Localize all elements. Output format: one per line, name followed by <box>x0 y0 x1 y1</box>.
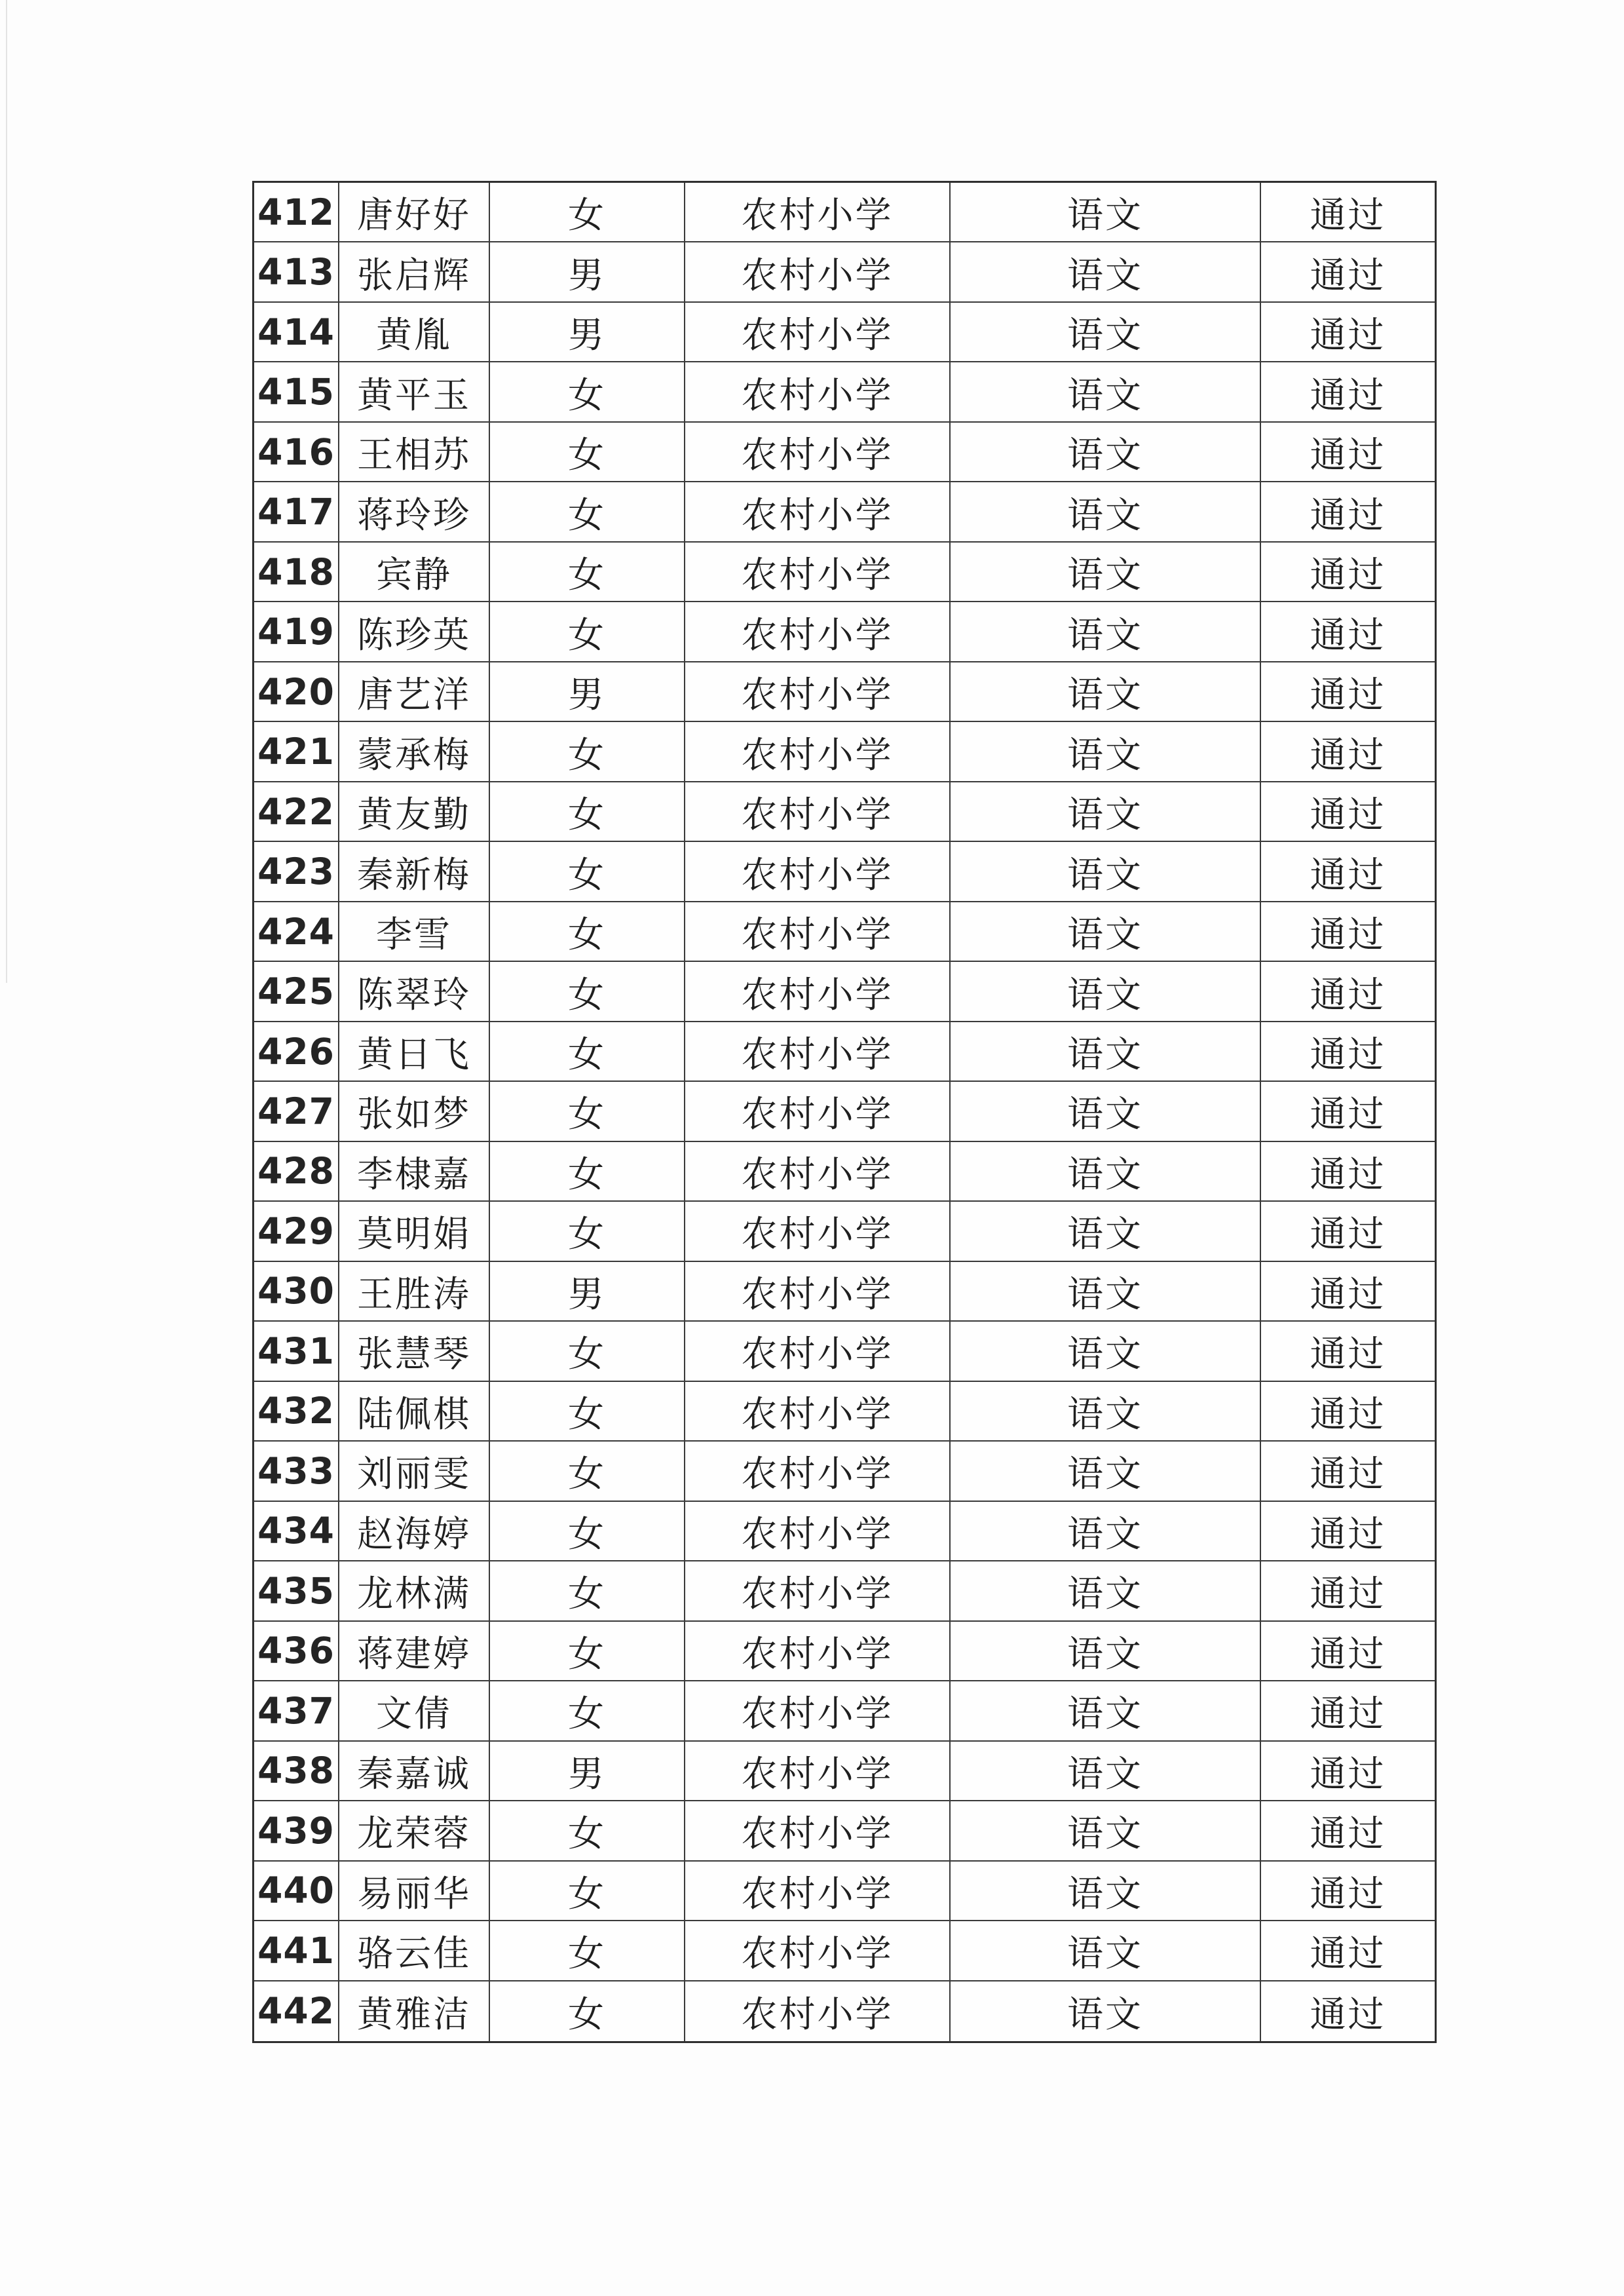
cell-number: 423 <box>254 842 339 900</box>
cell-name: 黄日飞 <box>339 1022 490 1081</box>
cell-subject: 语文 <box>951 1202 1261 1260</box>
cell-number: 427 <box>254 1082 339 1140</box>
cell-subject: 语文 <box>951 423 1261 481</box>
cell-subject: 语文 <box>951 1382 1261 1440</box>
cell-school-type: 农村小学 <box>685 183 951 241</box>
cell-school-type: 农村小学 <box>685 722 951 780</box>
cell-gender: 女 <box>490 1322 685 1380</box>
cell-name: 蒋建婷 <box>339 1622 490 1680</box>
table-row <box>254 1142 1435 1202</box>
cell-result: 通过 <box>1310 1812 1386 1855</box>
cell-result: 通过 <box>1310 1512 1386 1555</box>
cell-subject: 语文 <box>951 1502 1261 1560</box>
table-row <box>254 1202 1435 1261</box>
cell-subject: 语文 <box>951 1862 1261 1920</box>
cell-name: 黄平玉 <box>339 362 490 421</box>
cell-number: 442 <box>254 1981 339 2041</box>
cell-number: 437 <box>254 1681 339 1740</box>
cell-result: 通过 <box>1310 1632 1386 1675</box>
cell-gender: 女 <box>490 1561 685 1620</box>
cell-school-type: 农村小学 <box>685 362 951 421</box>
table-row <box>254 1442 1435 1501</box>
cell-name: 李雪 <box>339 902 490 961</box>
cell-number: 413 <box>254 242 339 301</box>
cell-gender: 男 <box>490 1742 685 1800</box>
cell-subject: 语文 <box>951 1921 1261 1980</box>
cell-name: 龙林满 <box>339 1561 490 1620</box>
cell-number: 425 <box>254 962 339 1020</box>
cell-subject: 语文 <box>951 1022 1261 1081</box>
cell-name: 蒙承梅 <box>339 722 490 780</box>
cell-school-type: 农村小学 <box>685 1022 951 1081</box>
cell-school-type: 农村小学 <box>685 1382 951 1440</box>
table-row <box>254 782 1435 842</box>
cell-name: 王胜涛 <box>339 1262 490 1320</box>
cell-number: 433 <box>254 1442 339 1500</box>
cell-number: 431 <box>254 1322 339 1380</box>
cell-result: 通过 <box>1310 314 1386 356</box>
table-row <box>254 303 1435 362</box>
cell-school-type: 农村小学 <box>685 842 951 900</box>
cell-name: 陈珍英 <box>339 602 490 660</box>
table-row <box>254 543 1435 602</box>
cell-school-type: 农村小学 <box>685 1622 951 1680</box>
table-row <box>254 423 1435 482</box>
table-row <box>254 1862 1435 1921</box>
table-row <box>254 842 1435 902</box>
cell-number: 420 <box>254 662 339 721</box>
cell-name: 文倩 <box>339 1681 490 1740</box>
cell-school-type: 农村小学 <box>685 543 951 601</box>
table-row <box>254 1022 1435 1082</box>
cell-gender: 女 <box>490 782 685 841</box>
table-row <box>254 962 1435 1022</box>
cell-gender: 女 <box>490 1981 685 2041</box>
table-row <box>254 602 1435 662</box>
cell-subject: 语文 <box>951 1142 1261 1200</box>
cell-name: 张慧琴 <box>339 1322 490 1380</box>
cell-name: 秦嘉诚 <box>339 1742 490 1800</box>
cell-number: 428 <box>254 1142 339 1200</box>
table-row <box>254 662 1435 722</box>
cell-school-type: 农村小学 <box>685 1202 951 1260</box>
cell-result: 通过 <box>1310 554 1386 596</box>
cell-subject: 语文 <box>951 962 1261 1020</box>
cell-number: 417 <box>254 482 339 541</box>
cell-gender: 女 <box>490 1082 685 1140</box>
cell-number: 438 <box>254 1742 339 1800</box>
cell-number: 429 <box>254 1202 339 1260</box>
table-row <box>254 242 1435 302</box>
cell-school-type: 农村小学 <box>685 482 951 541</box>
cell-subject: 语文 <box>951 482 1261 541</box>
cell-subject: 语文 <box>951 303 1261 361</box>
table-row <box>254 1921 1435 1981</box>
cell-result: 通过 <box>1310 1213 1386 1255</box>
cell-result: 通过 <box>1310 1033 1386 1075</box>
cell-number: 435 <box>254 1561 339 1620</box>
cell-number: 426 <box>254 1022 339 1081</box>
cell-subject: 语文 <box>951 1981 1261 2041</box>
cell-school-type: 农村小学 <box>685 1981 951 2041</box>
cell-gender: 女 <box>490 1622 685 1680</box>
table-row <box>254 1262 1435 1322</box>
cell-number: 439 <box>254 1801 339 1860</box>
cell-result: 通过 <box>1310 373 1386 416</box>
cell-number: 422 <box>254 782 339 841</box>
cell-name: 蒋玲珍 <box>339 482 490 541</box>
table-row <box>254 1561 1435 1621</box>
cell-school-type: 农村小学 <box>685 1561 951 1620</box>
table-row <box>254 1681 1435 1741</box>
table-row <box>254 1082 1435 1141</box>
cell-result: 通过 <box>1310 1153 1386 1195</box>
cell-result: 通过 <box>1310 254 1386 296</box>
cell-name: 龙荣蓉 <box>339 1801 490 1860</box>
table-row <box>254 1502 1435 1561</box>
scan-artifact-line <box>6 0 7 983</box>
cell-school-type: 农村小学 <box>685 1862 951 1920</box>
cell-number: 418 <box>254 543 339 601</box>
cell-number: 421 <box>254 722 339 780</box>
cell-subject: 语文 <box>951 1681 1261 1740</box>
cell-subject: 语文 <box>951 1561 1261 1620</box>
cell-subject: 语文 <box>951 902 1261 961</box>
roster-table <box>252 181 1437 2043</box>
cell-gender: 男 <box>490 662 685 721</box>
cell-subject: 语文 <box>951 1801 1261 1860</box>
cell-gender: 女 <box>490 1502 685 1560</box>
cell-school-type: 农村小学 <box>685 1801 951 1860</box>
cell-name: 黄雅洁 <box>339 1981 490 2041</box>
cell-result: 通过 <box>1310 493 1386 536</box>
cell-result: 通过 <box>1310 853 1386 896</box>
cell-school-type: 农村小学 <box>685 1742 951 1800</box>
cell-school-type: 农村小学 <box>685 602 951 660</box>
cell-name: 唐好好 <box>339 183 490 241</box>
cell-name: 陈翠玲 <box>339 962 490 1020</box>
cell-gender: 女 <box>490 423 685 481</box>
cell-school-type: 农村小学 <box>685 1262 951 1320</box>
cell-result: 通过 <box>1310 1392 1386 1435</box>
cell-school-type: 农村小学 <box>685 1502 951 1560</box>
table-row <box>254 1322 1435 1381</box>
cell-school-type: 农村小学 <box>685 662 951 721</box>
cell-gender: 女 <box>490 362 685 421</box>
table-row <box>254 902 1435 962</box>
table-row <box>254 722 1435 782</box>
table-row <box>254 362 1435 422</box>
cell-subject: 语文 <box>951 662 1261 721</box>
cell-gender: 女 <box>490 842 685 900</box>
cell-gender: 女 <box>490 722 685 780</box>
cell-result: 通过 <box>1310 973 1386 1016</box>
cell-school-type: 农村小学 <box>685 902 951 961</box>
cell-name: 陆佩棋 <box>339 1382 490 1440</box>
cell-subject: 语文 <box>951 1442 1261 1500</box>
cell-result: 通过 <box>1310 613 1386 656</box>
cell-school-type: 农村小学 <box>685 962 951 1020</box>
cell-gender: 女 <box>490 1142 685 1200</box>
cell-gender: 女 <box>490 602 685 660</box>
cell-gender: 女 <box>490 543 685 601</box>
cell-subject: 语文 <box>951 842 1261 900</box>
cell-result: 通过 <box>1310 1752 1386 1795</box>
cell-result: 通过 <box>1310 733 1386 776</box>
cell-subject: 语文 <box>951 362 1261 421</box>
cell-result: 通过 <box>1310 674 1386 716</box>
cell-gender: 女 <box>490 482 685 541</box>
cell-gender: 女 <box>490 1382 685 1440</box>
cell-gender: 女 <box>490 1801 685 1860</box>
cell-result: 通过 <box>1310 1453 1386 1495</box>
cell-name: 黄胤 <box>339 303 490 361</box>
cell-number: 415 <box>254 362 339 421</box>
cell-subject: 语文 <box>951 1622 1261 1680</box>
cell-name: 莫明娟 <box>339 1202 490 1260</box>
cell-number: 441 <box>254 1921 339 1980</box>
cell-number: 416 <box>254 423 339 481</box>
cell-number: 430 <box>254 1262 339 1320</box>
cell-gender: 女 <box>490 962 685 1020</box>
cell-result: 通过 <box>1310 1272 1386 1315</box>
cell-name: 李棣嘉 <box>339 1142 490 1200</box>
cell-subject: 语文 <box>951 543 1261 601</box>
cell-result: 通过 <box>1310 1093 1386 1136</box>
cell-subject: 语文 <box>951 782 1261 841</box>
cell-gender: 男 <box>490 242 685 301</box>
cell-name: 骆云佳 <box>339 1921 490 1980</box>
cell-gender: 女 <box>490 1442 685 1500</box>
table-row <box>254 1801 1435 1861</box>
cell-result: 通过 <box>1310 1932 1386 1975</box>
cell-result: 通过 <box>1310 1333 1386 1375</box>
cell-gender: 男 <box>490 303 685 361</box>
cell-name: 张如梦 <box>339 1082 490 1140</box>
cell-subject: 语文 <box>951 1742 1261 1800</box>
cell-result: 通过 <box>1310 913 1386 956</box>
cell-result: 通过 <box>1310 434 1386 476</box>
cell-school-type: 农村小学 <box>685 1921 951 1980</box>
cell-name: 刘丽雯 <box>339 1442 490 1500</box>
cell-name: 张启辉 <box>339 242 490 301</box>
cell-school-type: 农村小学 <box>685 242 951 301</box>
cell-gender: 女 <box>490 1202 685 1260</box>
cell-school-type: 农村小学 <box>685 782 951 841</box>
cell-number: 436 <box>254 1622 339 1680</box>
cell-gender: 女 <box>490 1022 685 1081</box>
cell-result: 通过 <box>1310 1693 1386 1735</box>
cell-number: 412 <box>254 183 339 241</box>
cell-result: 通过 <box>1310 194 1386 237</box>
cell-name: 易丽华 <box>339 1862 490 1920</box>
cell-gender: 女 <box>490 1862 685 1920</box>
table-row <box>254 1742 1435 1801</box>
table-row <box>254 482 1435 542</box>
cell-name: 王相苏 <box>339 423 490 481</box>
cell-school-type: 农村小学 <box>685 1142 951 1200</box>
cell-gender: 女 <box>490 1921 685 1980</box>
cell-number: 434 <box>254 1502 339 1560</box>
cell-subject: 语文 <box>951 242 1261 301</box>
cell-number: 414 <box>254 303 339 361</box>
cell-name: 黄友勤 <box>339 782 490 841</box>
cell-number: 440 <box>254 1862 339 1920</box>
cell-result: 通过 <box>1310 1573 1386 1615</box>
table-row <box>254 1622 1435 1681</box>
cell-result: 通过 <box>1310 1872 1386 1915</box>
cell-subject: 语文 <box>951 602 1261 660</box>
cell-number: 432 <box>254 1382 339 1440</box>
cell-number: 419 <box>254 602 339 660</box>
cell-result: 通过 <box>1310 1993 1386 2035</box>
cell-gender: 女 <box>490 1681 685 1740</box>
cell-gender: 女 <box>490 902 685 961</box>
cell-subject: 语文 <box>951 722 1261 780</box>
cell-subject: 语文 <box>951 1082 1261 1140</box>
cell-subject: 语文 <box>951 1322 1261 1380</box>
cell-name: 秦新梅 <box>339 842 490 900</box>
cell-school-type: 农村小学 <box>685 1322 951 1380</box>
cell-gender: 女 <box>490 183 685 241</box>
table-row <box>254 183 1435 242</box>
cell-school-type: 农村小学 <box>685 1442 951 1500</box>
cell-school-type: 农村小学 <box>685 1681 951 1740</box>
cell-result: 通过 <box>1310 794 1386 836</box>
cell-school-type: 农村小学 <box>685 423 951 481</box>
cell-gender: 男 <box>490 1262 685 1320</box>
cell-name: 赵海婷 <box>339 1502 490 1560</box>
table-row <box>254 1382 1435 1442</box>
table-row <box>254 1981 1435 2041</box>
cell-school-type: 农村小学 <box>685 303 951 361</box>
cell-number: 424 <box>254 902 339 961</box>
cell-name: 宾静 <box>339 543 490 601</box>
cell-school-type: 农村小学 <box>685 1082 951 1140</box>
cell-subject: 语文 <box>951 1262 1261 1320</box>
cell-subject: 语文 <box>951 183 1261 241</box>
cell-name: 唐艺洋 <box>339 662 490 721</box>
